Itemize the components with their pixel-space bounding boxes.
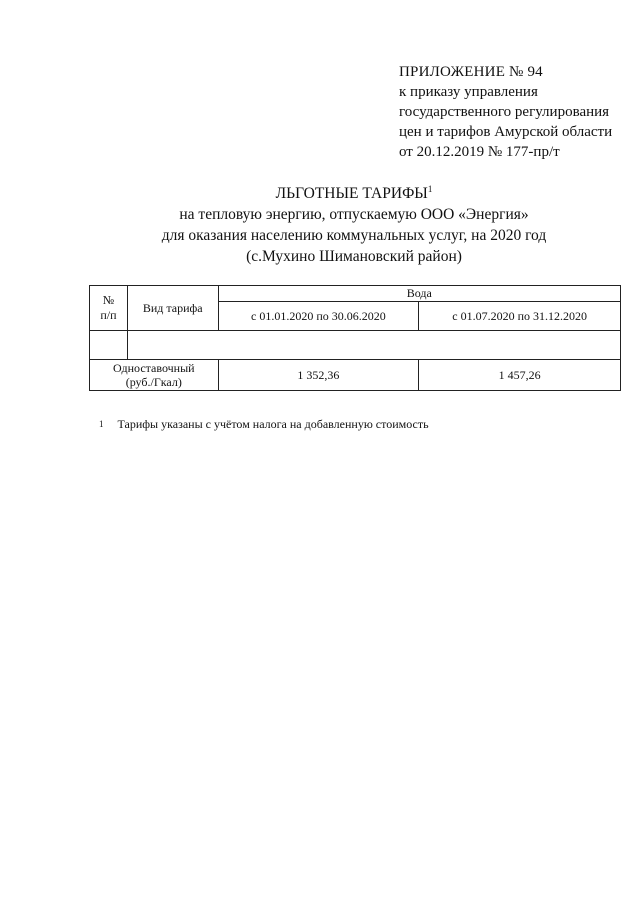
row-tariff-label [90, 360, 219, 391]
tariff-table [89, 285, 621, 391]
header-number [90, 286, 128, 331]
appendix-title: ПРИЛОЖЕНИЕ № 94 [399, 64, 543, 80]
empty-cell-number [90, 331, 128, 360]
header-period-2: с 01.07.2020 по 31.12.2020 [419, 302, 621, 331]
header-number-text: № п/п [100, 293, 117, 322]
heading-line-2: для оказания населению коммунальных услуг, на 2020 год [161, 227, 547, 244]
appendix-line-4: от 20.12.2019 № 177-пр/т [399, 144, 560, 160]
header-water-group: Вода [218, 286, 620, 302]
document-heading [88, 183, 620, 267]
appendix-block [399, 62, 635, 162]
header-tariff-type: Вид тарифа [127, 286, 218, 331]
document-title-text: ЛЬГОТНЫЕ ТАРИФЫ [275, 185, 428, 202]
appendix-line-2: государственного регулирования [399, 104, 610, 120]
row-tariff-label-text: Одноставочный (руб./Гкал) [112, 361, 195, 389]
footnote-text: Тарифы указаны с учётом налога на добавленную стоимость [117, 417, 429, 431]
heading-line-3: (с.Мухино Шимановский район) [246, 248, 462, 265]
row-value-period-1: 1 352,36 [218, 360, 419, 391]
heading-line-1: на тепловую энергию, отпускаемую ООО «Энергия» [179, 206, 529, 223]
empty-merged-cell [127, 331, 620, 360]
title-footnote-mark: 1 [427, 183, 433, 194]
row-value-period-2: 1 457,26 [419, 360, 621, 391]
appendix-line-1: к приказу управления [399, 84, 538, 100]
document-title [88, 183, 620, 204]
footnote-mark: 1 [99, 419, 104, 429]
header-period-1: с 01.01.2020 по 30.06.2020 [218, 302, 419, 331]
table-row [90, 360, 621, 391]
appendix-line-3: цен и тарифов Амурской области [399, 124, 613, 140]
footnote [99, 416, 429, 432]
